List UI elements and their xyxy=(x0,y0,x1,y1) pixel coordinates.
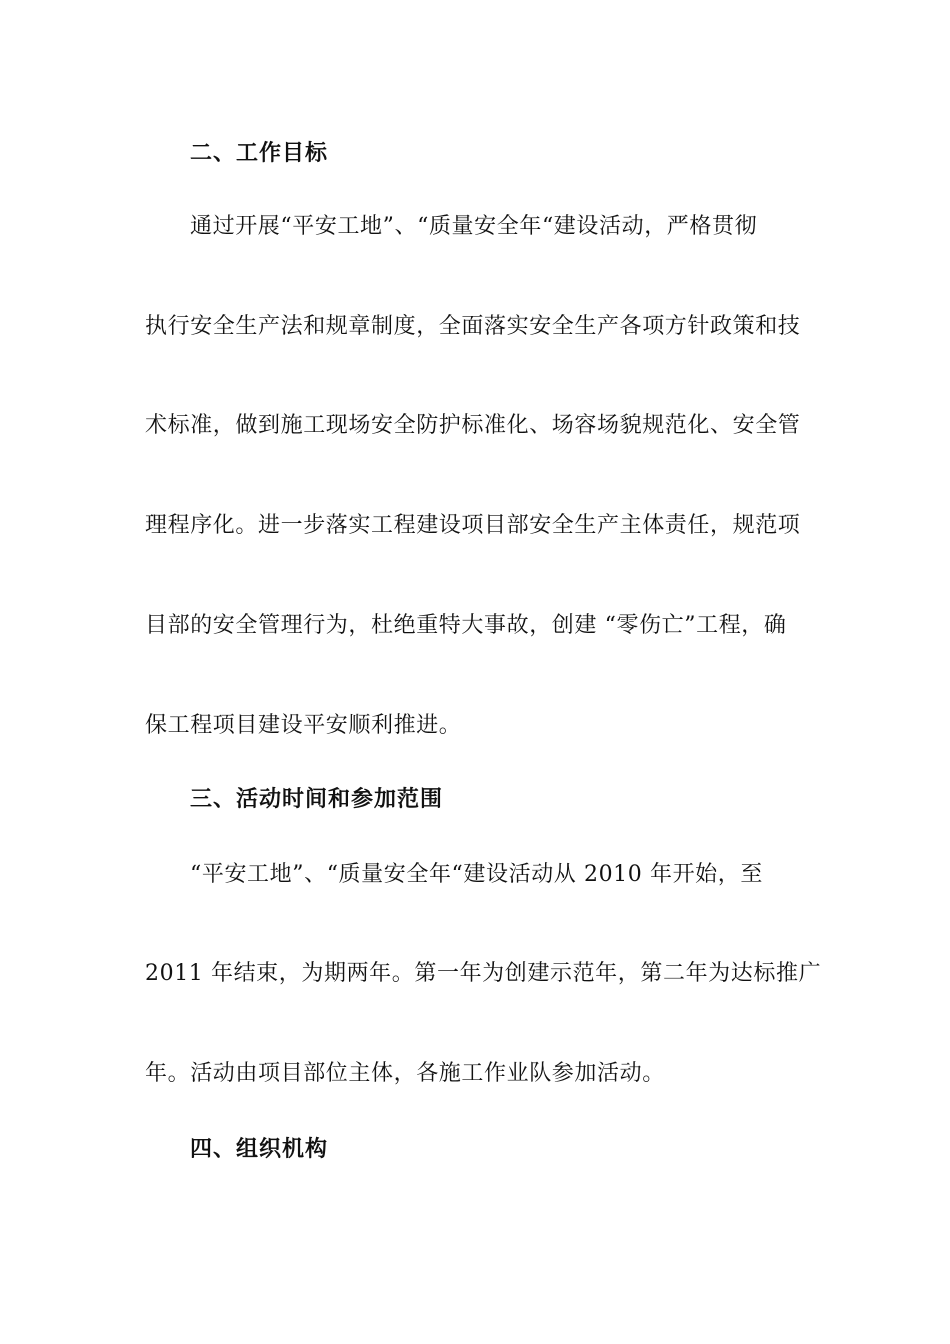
section-heading-time-and-scope: 三、活动时间和参加范围 xyxy=(190,786,444,812)
paragraph-line: 2011 年结束，为期两年。第一年为创建示范年，第二年为达标推广 xyxy=(145,961,822,986)
paragraph-line: 通过开展“平安工地”、“质量安全年“建设活动，严格贯彻 xyxy=(190,214,758,239)
paragraph-line: “平安工地”、“质量安全年“建设活动从 2010 年开始，至 xyxy=(190,862,763,887)
section-heading-organization: 四、组织机构 xyxy=(190,1136,329,1162)
paragraph-line: 保工程项目建设平安顺利推进。 xyxy=(145,713,462,738)
paragraph-line: 目部的安全管理行为，杜绝重特大事故，创建 “零伤亡”工程，确 xyxy=(145,613,787,638)
paragraph-line: 执行安全生产法和规章制度，全面落实安全生产各项方针政策和技 xyxy=(145,314,801,339)
paragraph-line: 理程序化。进一步落实工程建设项目部安全生产主体责任，规范项 xyxy=(145,513,801,538)
paragraph-line: 术标准，做到施工现场安全防护标准化、场容场貌规范化、安全管 xyxy=(145,413,801,438)
section-heading-work-goals: 二、工作目标 xyxy=(190,140,329,166)
paragraph-line: 年。活动由项目部位主体，各施工作业队参加活动。 xyxy=(145,1061,665,1086)
